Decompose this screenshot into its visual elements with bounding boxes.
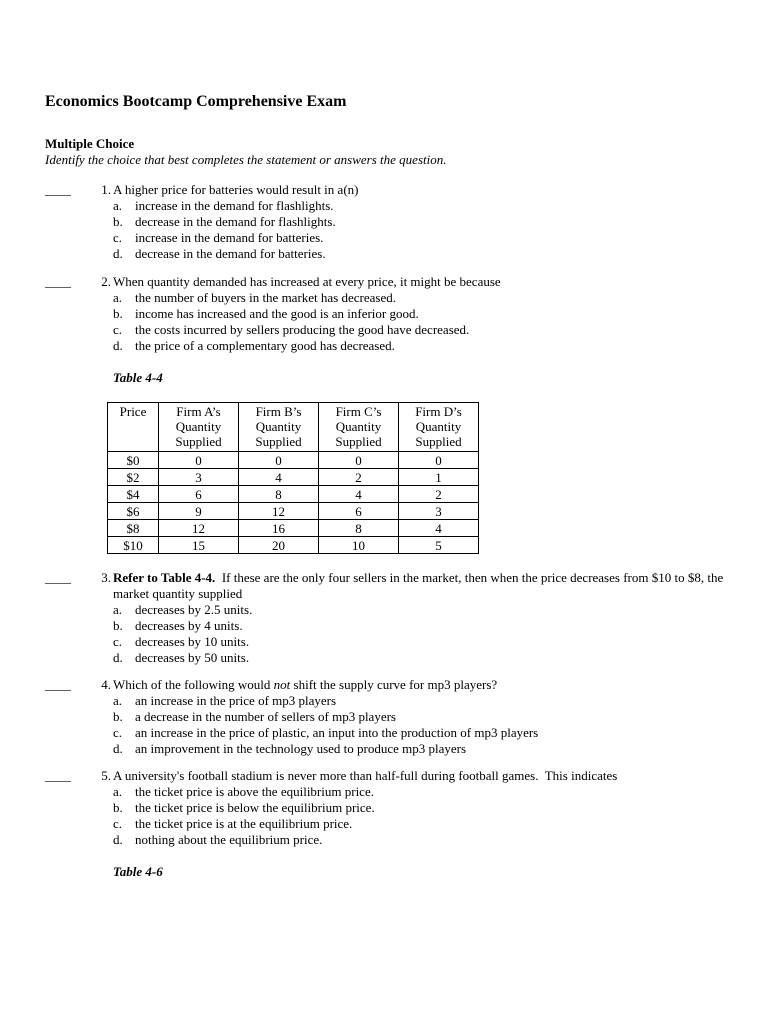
table-cell: 2 bbox=[399, 486, 479, 503]
table-cell: 5 bbox=[399, 537, 479, 554]
answer-blank[interactable]: ____ bbox=[45, 768, 71, 783]
option-letter: c. bbox=[113, 634, 123, 649]
table-header-cell: Firm B’s Quantity Supplied bbox=[239, 403, 319, 452]
table-cell: 3 bbox=[159, 469, 239, 486]
table-cell: 6 bbox=[319, 503, 399, 520]
question-number: 5. bbox=[101, 768, 111, 783]
option-letter: b. bbox=[113, 306, 123, 321]
option-letter: a. bbox=[113, 784, 123, 799]
option-letter: c. bbox=[113, 230, 123, 245]
table-cell: 4 bbox=[399, 520, 479, 537]
question-emphasis: not bbox=[273, 677, 291, 692]
option-text: an increase in the price of plastic, an input into the production of mp3 players bbox=[135, 725, 539, 740]
table-cell: 0 bbox=[239, 452, 319, 469]
table-row bbox=[108, 469, 479, 486]
option-letter: b. bbox=[113, 618, 123, 633]
option-text: increase in the demand for flashlights. bbox=[135, 198, 334, 213]
table-cell: 0 bbox=[319, 452, 399, 469]
question-text: A university's football stadium is never more than half-full during football games. This indicates bbox=[113, 768, 618, 783]
table-cell: 0 bbox=[159, 452, 239, 469]
table-header-cell: Firm C’s Quantity Supplied bbox=[319, 403, 399, 452]
table-cell: $6 bbox=[108, 503, 159, 520]
table-cell: 4 bbox=[239, 469, 319, 486]
table-cell: 0 bbox=[399, 452, 479, 469]
answer-blank[interactable]: ____ bbox=[45, 677, 71, 692]
table-cell: $0 bbox=[108, 452, 159, 469]
question-text bbox=[113, 677, 728, 693]
table-header-row bbox=[108, 403, 479, 452]
table-header-cell: Price bbox=[108, 403, 159, 452]
answer-blank[interactable]: ____ bbox=[45, 274, 71, 289]
table-cell: 12 bbox=[239, 503, 319, 520]
table-row bbox=[108, 537, 479, 554]
option-text: increase in the demand for batteries. bbox=[135, 230, 324, 245]
option-letter: a. bbox=[113, 198, 123, 213]
table-4-4 bbox=[107, 402, 479, 554]
table-cell: 20 bbox=[239, 537, 319, 554]
question-number: 3. bbox=[101, 570, 111, 585]
table-cell: 9 bbox=[159, 503, 239, 520]
table-row bbox=[108, 503, 479, 520]
option-letter: d. bbox=[113, 338, 123, 353]
table-header-cell: Firm A’s Quantity Supplied bbox=[159, 403, 239, 452]
question-text: When quantity demanded has increased at every price, it might be because bbox=[113, 274, 501, 289]
answer-blank[interactable]: ____ bbox=[45, 182, 71, 197]
question-text-after: shift the supply curve for mp3 players? bbox=[293, 677, 498, 692]
table-4-4-caption: Table 4-4 bbox=[113, 370, 163, 385]
option-text: nothing about the equilibrium price. bbox=[135, 832, 323, 847]
table-cell: 1 bbox=[399, 469, 479, 486]
table-4-6-caption: Table 4-6 bbox=[113, 864, 163, 879]
option-text: the costs incurred by sellers producing the good have decreased. bbox=[135, 322, 470, 337]
option-text: decreases by 10 units. bbox=[135, 634, 250, 649]
option-text: a decrease in the number of sellers of mp3 players bbox=[135, 709, 396, 724]
table-cell: 6 bbox=[159, 486, 239, 503]
option-text: decrease in the demand for batteries. bbox=[135, 246, 326, 261]
option-text: decreases by 2.5 units. bbox=[135, 602, 253, 617]
table-cell: 15 bbox=[159, 537, 239, 554]
table-cell: 12 bbox=[159, 520, 239, 537]
section-title: Multiple Choice bbox=[45, 136, 135, 151]
question-text-before: Which of the following would bbox=[113, 677, 271, 692]
question-reference: Refer to Table 4-4. bbox=[113, 570, 216, 585]
table-cell: $2 bbox=[108, 469, 159, 486]
option-letter: d. bbox=[113, 650, 123, 665]
table-cell: 8 bbox=[319, 520, 399, 537]
question-number: 4. bbox=[101, 677, 111, 692]
table-cell: $4 bbox=[108, 486, 159, 503]
option-text: an improvement in the technology used to produce mp3 players bbox=[135, 741, 467, 756]
question-body: If these are the only four sellers in the market, then when the price decreases from $10 to $8, the market quantity supplied bbox=[113, 570, 724, 601]
table-cell: 4 bbox=[319, 486, 399, 503]
option-text: the ticket price is at the equilibrium price. bbox=[135, 816, 353, 831]
option-letter: b. bbox=[113, 800, 123, 815]
table-cell: 8 bbox=[239, 486, 319, 503]
option-text: an increase in the price of mp3 players bbox=[135, 693, 337, 708]
option-text: the price of a complementary good has decreased. bbox=[135, 338, 395, 353]
option-text: income has increased and the good is an inferior good. bbox=[135, 306, 419, 321]
table-cell: 2 bbox=[319, 469, 399, 486]
option-letter: c. bbox=[113, 725, 123, 740]
table-cell: $8 bbox=[108, 520, 159, 537]
table-cell: $10 bbox=[108, 537, 159, 554]
option-letter: c. bbox=[113, 816, 123, 831]
table-row bbox=[108, 452, 479, 469]
table-row bbox=[108, 520, 479, 537]
answer-blank[interactable]: ____ bbox=[45, 570, 71, 585]
question-text bbox=[113, 570, 728, 602]
table-cell: 16 bbox=[239, 520, 319, 537]
option-letter: a. bbox=[113, 693, 123, 708]
option-text: decreases by 50 units. bbox=[135, 650, 250, 665]
option-letter: d. bbox=[113, 832, 123, 847]
table-header-cell: Firm D’s Quantity Supplied bbox=[399, 403, 479, 452]
exam-title: Economics Bootcamp Comprehensive Exam bbox=[45, 93, 347, 110]
option-letter: a. bbox=[113, 602, 123, 617]
option-letter: d. bbox=[113, 246, 123, 261]
option-letter: c. bbox=[113, 322, 123, 337]
section-instructions: Identify the choice that best completes the statement or answers the question. bbox=[45, 152, 447, 167]
question-number: 2. bbox=[101, 274, 111, 289]
table-row bbox=[108, 486, 479, 503]
option-letter: a. bbox=[113, 290, 123, 305]
table-cell: 3 bbox=[399, 503, 479, 520]
option-text: the ticket price is above the equilibrium price. bbox=[135, 784, 374, 799]
option-text: decrease in the demand for flashlights. bbox=[135, 214, 336, 229]
option-text: the number of buyers in the market has decreased. bbox=[135, 290, 396, 305]
question-number: 1. bbox=[101, 182, 111, 197]
option-letter: b. bbox=[113, 709, 123, 724]
table-cell: 10 bbox=[319, 537, 399, 554]
option-letter: b. bbox=[113, 214, 123, 229]
option-letter: d. bbox=[113, 741, 123, 756]
option-text: the ticket price is below the equilibrium price. bbox=[135, 800, 375, 815]
question-text: A higher price for batteries would result in a(n) bbox=[113, 182, 359, 197]
option-text: decreases by 4 units. bbox=[135, 618, 243, 633]
